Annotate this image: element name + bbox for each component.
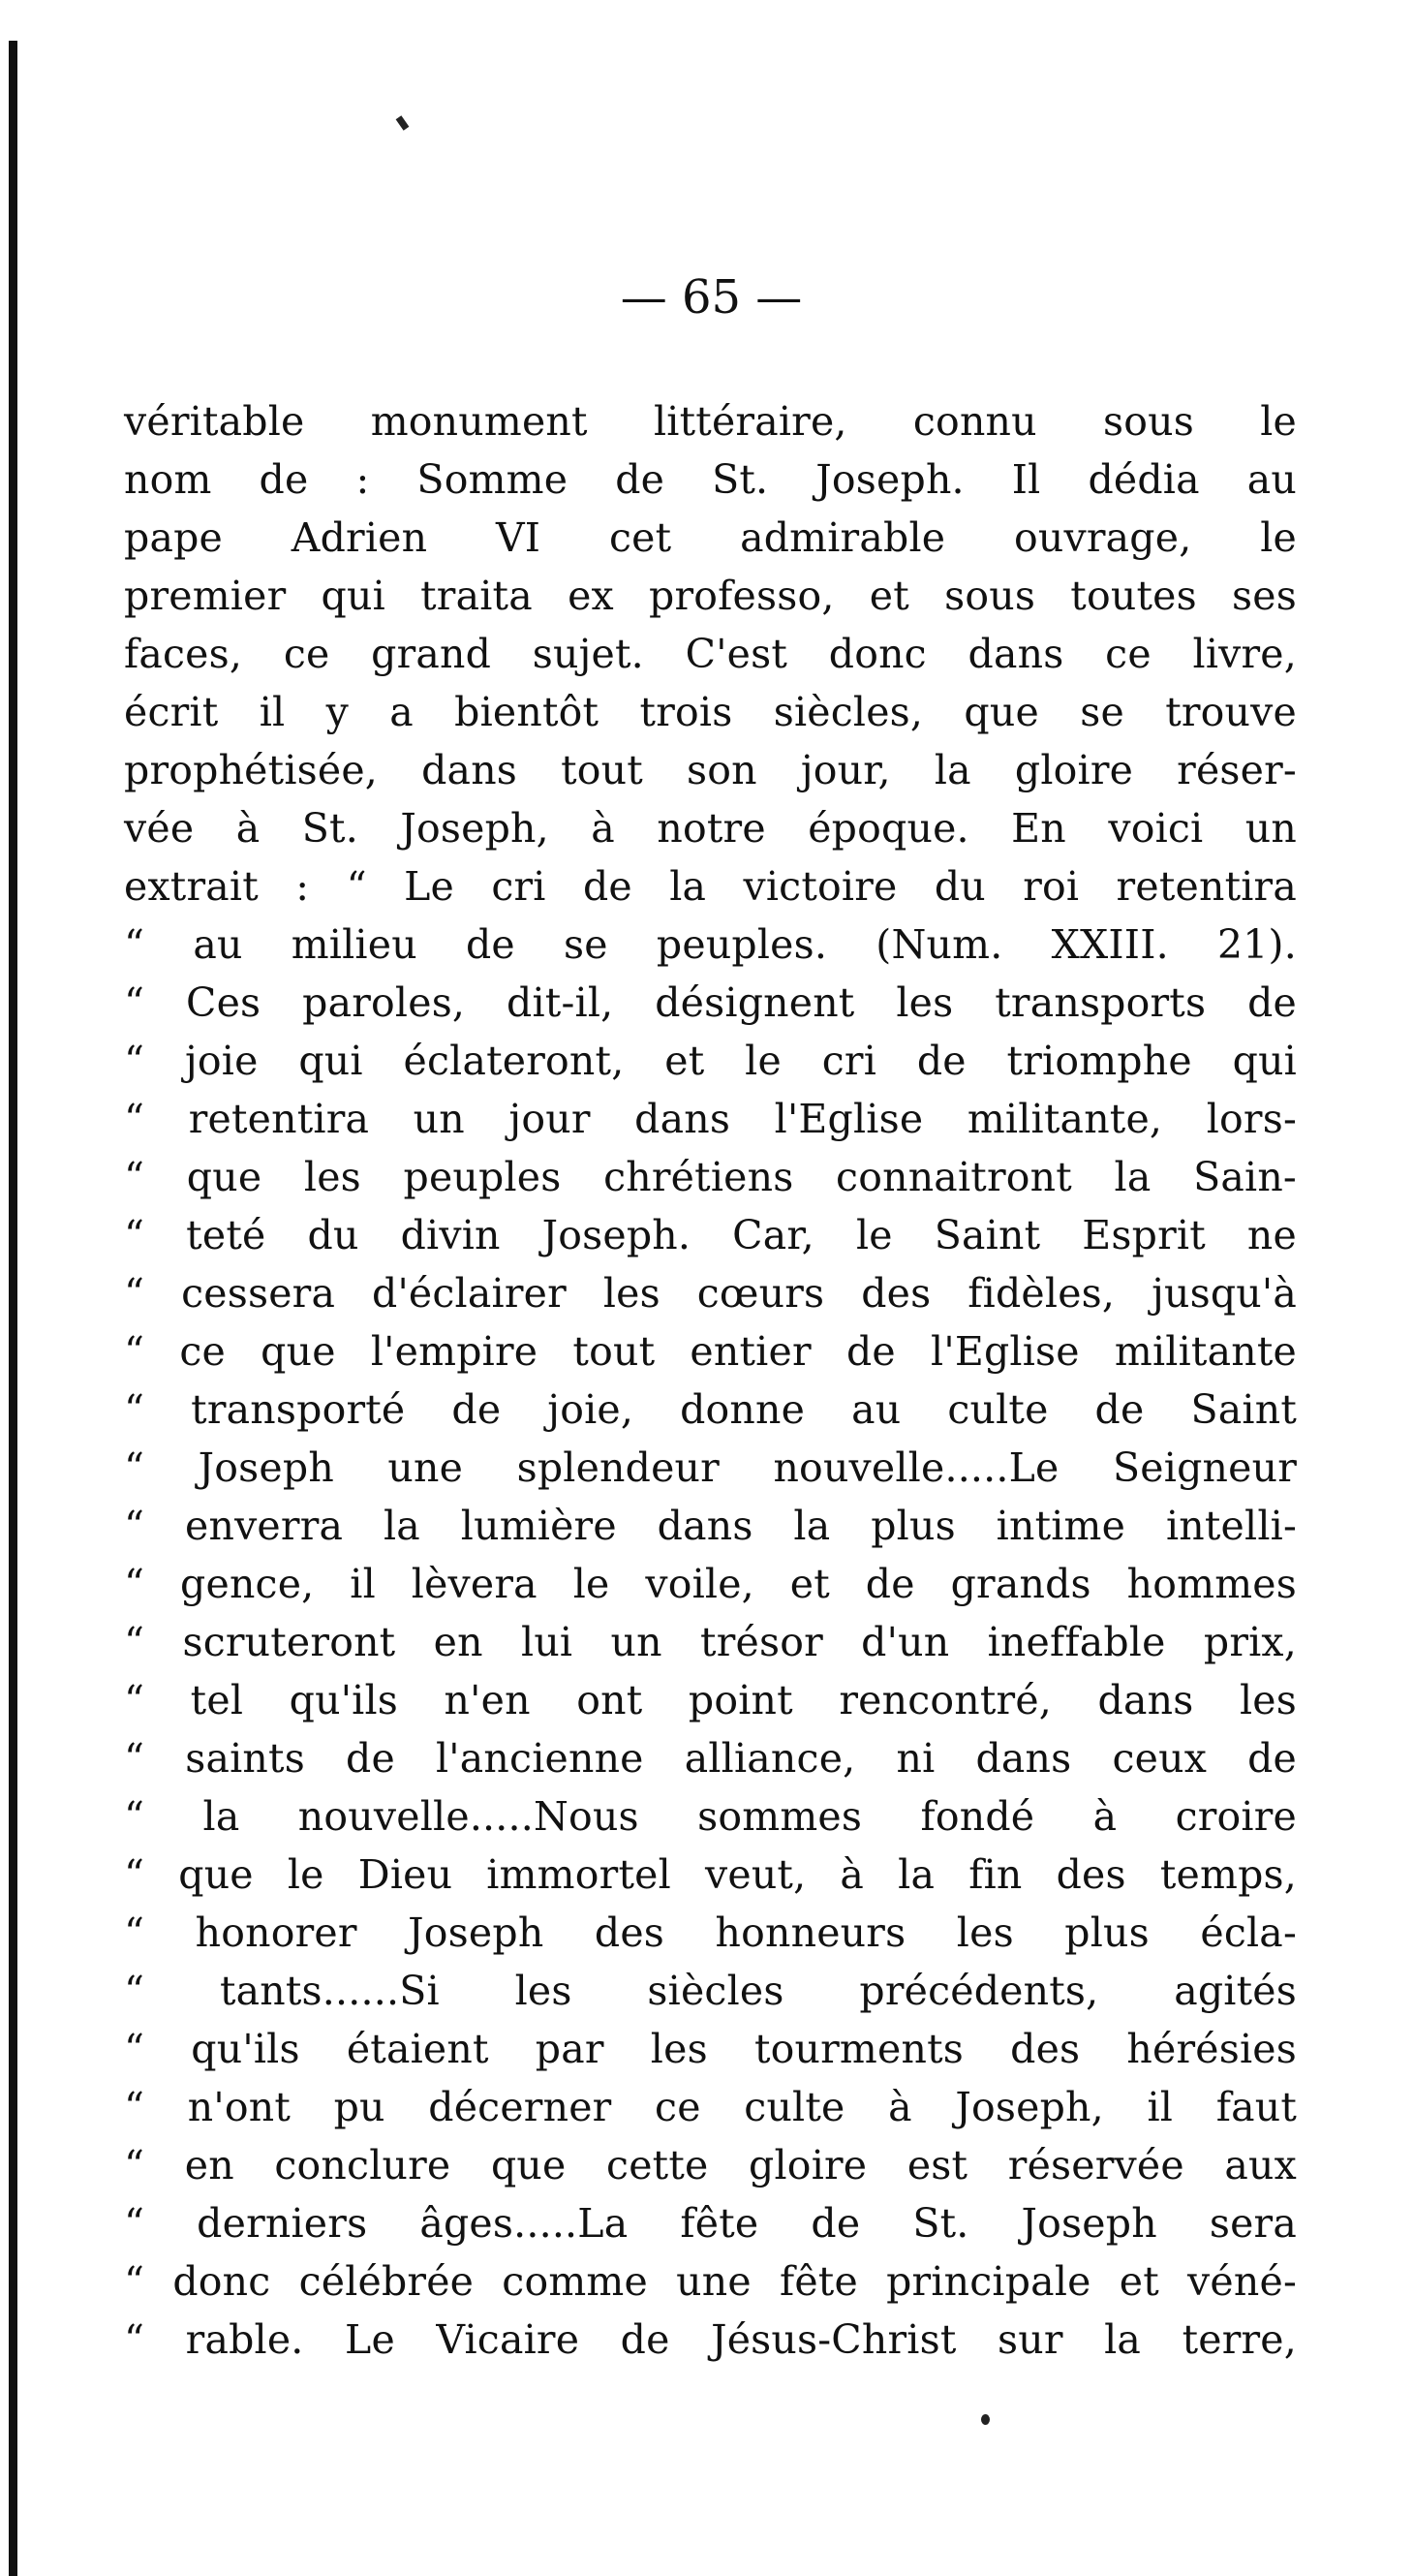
text-line: “ enverra la lumière dans la plus intime intelli- [124,1503,1297,1549]
text-line: “ Joseph une splendeur nouvelle.....Le Seigneur [124,1444,1297,1491]
text-line: “ donc célébrée comme une fête principale et véné- [124,2258,1297,2305]
page-number: — 65 — [620,270,803,325]
text-line: “ qu'ils étaient par les tourments des hérésies [124,2026,1297,2072]
text-line: “ que le Dieu immortel veut, à la fin des temps, [124,1851,1297,1898]
page-edge-rule [9,41,17,2576]
ink-fleck [396,115,410,130]
text-line: “ au milieu de se peuples. (Num. XXIII. 21). [124,921,1297,968]
text-line: “ la nouvelle.....Nous sommes fondé à croire [124,1793,1297,1840]
body-text [124,392,1297,2369]
text-line: nom de : Somme de St. Joseph. Il dédia au [124,456,1297,503]
text-line: “ joie qui éclateront, et le cri de triomphe qui [124,1038,1297,1084]
text-line: “ teté du divin Joseph. Car, le Saint Esprit ne [124,1212,1297,1258]
text-line: “ tel qu'ils n'en ont point rencontré, dans les [124,1677,1297,1723]
text-line: pape Adrien VI cet admirable ouvrage, le [124,514,1297,561]
text-line: “ que les peuples chrétiens connaitront la Sain- [124,1154,1297,1200]
text-line: “ rable. Le Vicaire de Jésus-Christ sur la terre, [124,2316,1297,2363]
text-line: “ saints de l'ancienne alliance, ni dans ceux de [124,1735,1297,1782]
text-line: faces, ce grand sujet. C'est donc dans ce livre, [124,631,1297,677]
text-line: “ tants......Si les siècles précédents, agités [124,1968,1297,2014]
text-line: “ ce que l'empire tout entier de l'Eglise militante [124,1328,1297,1375]
text-line: extrait : “ Le cri de la victoire du roi retentira [124,863,1297,910]
ink-dot [981,2414,990,2425]
text-line: vée à St. Joseph, à notre époque. En voici un [124,805,1297,852]
text-line: premier qui traita ex professo, et sous toutes ses [124,573,1297,619]
text-line: “ gence, il lèvera le voile, et de grands hommes [124,1561,1297,1607]
text-line: “ derniers âges.....La fête de St. Joseph sera [124,2200,1297,2247]
text-line: “ retentira un jour dans l'Eglise militante, lors- [124,1096,1297,1142]
text-line: “ Ces paroles, dit-il, désignent les transports de [124,979,1297,1026]
text-line: “ transporté de joie, donne au culte de Saint [124,1386,1297,1433]
text-line: véritable monument littéraire, connu sous le [124,398,1297,445]
text-line: “ scruteront en lui un trésor d'un ineffable prix, [124,1619,1297,1665]
page-number-header [0,270,1413,325]
text-line: “ cessera d'éclairer les cœurs des fidèles, jusqu'à [124,1270,1297,1317]
text-line: “ honorer Joseph des honneurs les plus écla- [124,1909,1297,1956]
text-line: “ n'ont pu décerner ce culte à Joseph, il faut [124,2084,1297,2130]
text-line: prophétisée, dans tout son jour, la gloire réser- [124,747,1297,793]
text-line: “ en conclure que cette gloire est réservée aux [124,2142,1297,2188]
text-line: écrit il y a bientôt trois siècles, que se trouve [124,689,1297,735]
